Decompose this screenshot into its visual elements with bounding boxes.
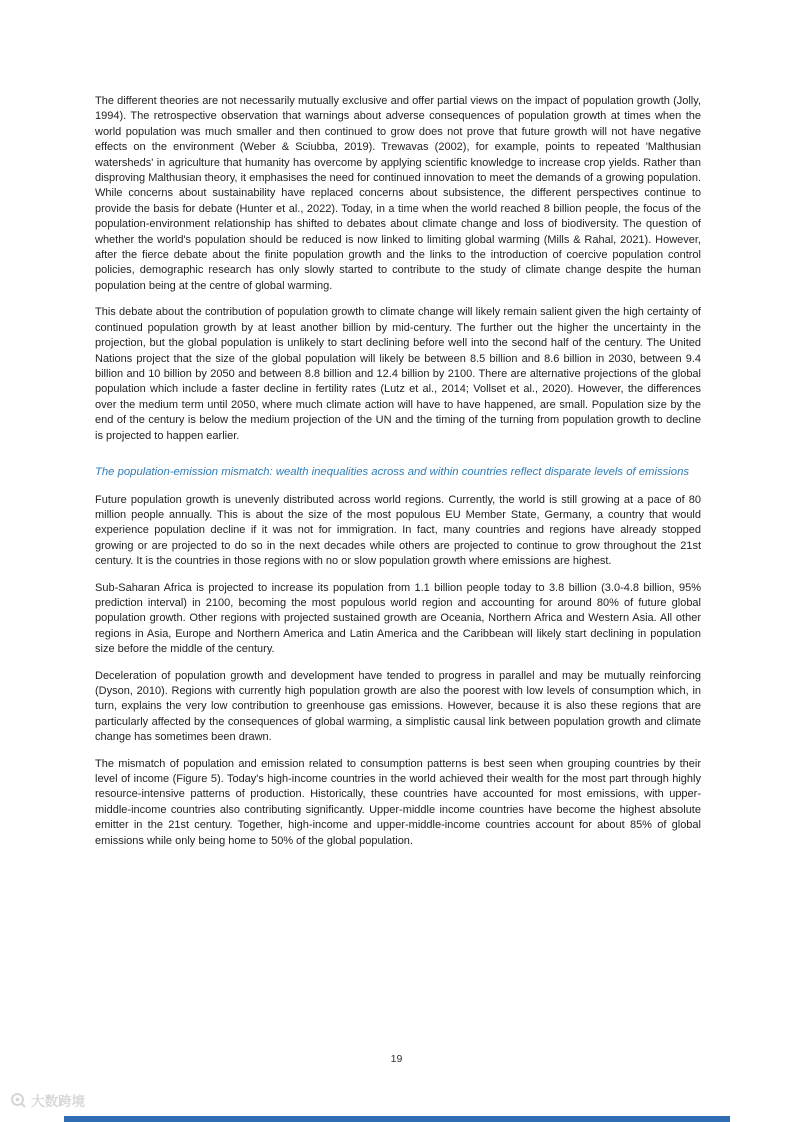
section-heading: The population-emission mismatch: wealth inequalities across and within countries reflect disparate levels of emissions — [95, 465, 689, 478]
paragraph: Future population growth is unevenly distributed across world regions. Currently, the world is still growing at a pace of 80 million people annually. This is about the size of the most populous EU Member State, Germany, a country that would experience population decline if it was not for immigration. In fact, many countries and regions have already stopped growing or are projected to do so in the next decades while others are projected to continue to grow throughout the 21st century. It is the countries in those regions with no or slow population growth where emissions are highest. — [95, 493, 701, 568]
page-number: 19 — [390, 1053, 403, 1065]
page-content — [95, 94, 701, 860]
paragraph: The different theories are not necessarily mutually exclusive and offer partial views on the impact of population growth (Jolly, 1994). The retrospective observation that warnings about adverse consequences of population growth at times when the world population was much smaller and then continued to grow does not prove that future growth will not have negative effects on the environment (Weber & Sciubba, 2019). Trewavas (2002), for example, points to repeated 'Malthusian watersheds' in agriculture that humanity has overcome by applying scientific knowledge to increase crop yields. Rather than disproving Malthusian theory, it emphasises the need for continued innovation to meet the demands of a growing population. While concerns about sustainability have replaced concerns about subsistence, the different perspectives continue to provide the basis for debate (Hunter et al., 2022). Today, in a time when the world reached 8 billion people, the focus of the population-environment relationship has shifted to debates about climate change and loss of biodiversity. The question of whether the world's population should be reduced is now linked to limiting global warming (Mills & Rahal, 2021). However, after the fierce debate about the finite population growth and the links to the introduction of coercive population control policies, demographic research has only slowly started to contribute to the study of climate change despite the human population being at the centre of global warming. — [95, 95, 701, 292]
paragraph: The mismatch of population and emission related to consumption patterns is best seen when grouping countries by their level of income (Figure 5). Today's high-income countries in the world achieved their wealth for the most part through highly resource-intensive patterns of production. Historically, these countries have accounted for most emissions, with upper-middle-income countries also contributing significantly. Upper-middle income countries have become the highest absolute emitter in the 21st century. Together, high-income and upper-middle-income countries account for about 85% of global emissions while only being home to 50% of the global population. — [95, 757, 701, 847]
bottom-page-edge-bar — [64, 1116, 730, 1122]
paragraph: Sub-Saharan Africa is projected to increase its population from 1.1 billion people today to 3.8 billion (3.0-4.8 billion, 95% prediction interval) in 2100, becoming the most populous world region and accounting for around 80% of future global population growth. Other regions with projected sustained growth are Oceania, Northern Africa and Western Asia. All other regions in Asia, Europe and Northern America and Latin America and the Caribbean will likely start declining in population size before the middle of the century. — [95, 581, 701, 656]
paragraph: This debate about the contribution of population growth to climate change will likely remain salient given the high certainty of continued population growth by at least another billion by mid-century. The further out the higher the uncertainty in the projection, but the global population is unlikely to start declining before well into the second half of the century. The United Nations project that the size of the global population will likely be between 8.5 billion and 8.6 billion in 2030, between 9.4 billion and 10 billion by 2050 and between 8.8 billion and 12.4 billion by 2100. There are alternative projections of the global population which include a faster decline in fertility rates (Lutz et al., 2014; Vollset et al., 2020). However, the differences over the medium term until 2050, where much climate action will have to have happened, are small. Population size by the end of the century is below the medium projection of the UN and the timing of the turning from population growth to decline is projected to happen earlier. — [95, 306, 701, 442]
watermark-text: 大数跨境 — [31, 1094, 85, 1109]
lens-swirl-icon — [10, 1092, 26, 1108]
watermark — [10, 1090, 85, 1110]
paragraph: Deceleration of population growth and development have tended to progress in parallel and may be mutually reinforcing (Dyson, 2010). Regions with currently high population growth are also the poorest with low levels of consumption which, in turn, explains the very low contribution to greenhouse gas emissions. However, because it is also these regions that are particularly affected by the consequences of global warming, a simplistic causal link between population growth and climate change has sometimes been drawn. — [95, 669, 701, 744]
